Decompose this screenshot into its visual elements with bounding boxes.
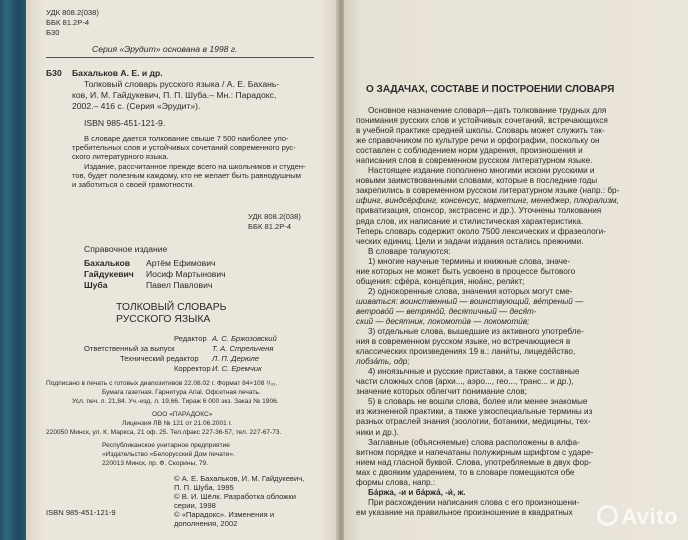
body-line: В словаре толкуются: bbox=[368, 246, 451, 256]
copyright-5: © «Парадокс». Изменения и bbox=[174, 510, 275, 519]
author-1-name: Артём Ефимович bbox=[146, 258, 216, 268]
body-line: ческих единиц. Цели и задачи издания остались прежними. bbox=[356, 236, 584, 246]
body-line: 3) отдельные слова, вышедшие из активного употребле- bbox=[368, 327, 584, 337]
annotation-2: требительных слов и устойчивых сочетаний современного рус- bbox=[72, 143, 296, 152]
copyright-6: дополнения, 2002 bbox=[174, 519, 238, 528]
body-line: ния в современном русском языке, но встречающиеся в bbox=[356, 337, 571, 347]
book-title-2: РУССКОГО ЯЗЫКА bbox=[116, 314, 211, 325]
staff-name-1: А. С. Бржозовский bbox=[212, 334, 277, 343]
section-heading: О ЗАДАЧАХ, СОСТАВЕ И ПОСТРОЕНИИ СЛОВАРЯ bbox=[366, 84, 615, 95]
body-line: части сложных слов (архи..., аэро..., гео..., транс... и др.), bbox=[356, 377, 574, 387]
body-line: же справочником по культуре речи и орфографии, поскольку он bbox=[356, 136, 600, 146]
book-title-1: ТОЛКОВЫЙ СЛОВАРЬ bbox=[116, 302, 227, 313]
body-line: 5) в словарь не вошли слова, более или менее знакомые bbox=[368, 397, 588, 407]
body-line: лобза́ть, одр; bbox=[356, 357, 410, 367]
annotation-4: Издание, рассчитанное прежде всего на школьников и студен- bbox=[84, 162, 306, 171]
watermark-text: Avito bbox=[621, 504, 678, 529]
printer-2: «Издательство «Белорусский Дом печати». bbox=[102, 451, 235, 458]
author-3-surname: Шуба bbox=[84, 280, 108, 290]
body-line: Настоящее издание пополнено многими искони русскими и bbox=[368, 166, 595, 176]
bbk-2: ББК 81.2Р-4 bbox=[248, 222, 292, 231]
bbk: ББК 81.2Р-4 bbox=[46, 18, 90, 27]
body-line: нием над гласной буквой. Слова, употребляемые в двух фор- bbox=[356, 457, 592, 467]
body-line: новыми заимствованными словами, которые в последние годы bbox=[356, 176, 598, 186]
left-page bbox=[26, 0, 338, 540]
biblio-line-1: Толковый словарь русского языка / А. Е. Бахань- bbox=[84, 79, 280, 89]
body-line: написания слов в современном русском литературном языке. bbox=[356, 156, 593, 166]
divider bbox=[46, 57, 314, 58]
staff-role-2: Ответственный за выпуск bbox=[84, 344, 175, 353]
print-info-1: Подписано в печать с готовых диапозитивов 22.08.02 г. Формат 84×108 ¹/₃₂. bbox=[46, 380, 278, 387]
author-1-surname: Бахальков bbox=[84, 258, 130, 268]
body-line: общения: сфе́ра, конце́пция, нюа́нс, рели́кт; bbox=[356, 276, 525, 286]
body-line: 2) однокоренные слова, значения которых могут сме- bbox=[368, 286, 573, 296]
printer-1: Республиканское унитарное предприятие bbox=[102, 442, 230, 449]
body-line: Ба́ржа, -и и ба́ржа́, -и́, ж. bbox=[368, 487, 466, 497]
udk-2: УДК 808.2(038) bbox=[248, 212, 301, 221]
body-line: 1) многие научные термины и книжные слова, значе- bbox=[368, 256, 571, 266]
b30: Б30 bbox=[46, 68, 62, 78]
b30-small: Б30 bbox=[46, 28, 60, 37]
body-line: формы слова, напр.: bbox=[356, 477, 436, 487]
staff-name-4: И. С. Еремчик bbox=[212, 364, 262, 373]
body-line: из жизненной практики, а также узкоспециальные термины из bbox=[356, 407, 593, 417]
print-info-3: Усл. печ. л. 21,84. Уч.-изд. л. 19,66. Тираж 6 000 экз. Заказ № 1906. bbox=[72, 398, 279, 405]
body-line: разных отраслей знания (зоологии, ботаники, медицины, тех- bbox=[356, 417, 591, 427]
author-2-name: Иосиф Мартынович bbox=[146, 269, 226, 279]
isbn-top: ISBN 985-451-121-9. bbox=[84, 118, 166, 128]
authors: Бахальков А. Е. и др. bbox=[72, 68, 163, 78]
body-line: ифинг, виндсёрфинг, консенсус, маркетинг, менеджер, плюрализм, bbox=[356, 196, 619, 206]
series-note: Серия «Эрудит» основана в 1998 г. bbox=[92, 44, 238, 54]
biblio-line-2: ков, И. М. Гайдукевич, П. П. Шуба.– Мн.: Парадокс, bbox=[72, 90, 277, 100]
avito-logo-icon bbox=[597, 505, 618, 526]
author-3-name: Павел Павлович bbox=[146, 280, 213, 290]
copyright-2: П. П. Шуба, 1995 bbox=[174, 483, 234, 492]
body-line: ние которых не может быть усвоено в процессе бытового bbox=[356, 266, 576, 276]
body-line: ряда слов, их написание и стилистическая характеристика. bbox=[356, 216, 584, 226]
body-line: 4) иноязычные и русские приставки, а также составные bbox=[368, 367, 580, 377]
copyright-4: серии, 1998 bbox=[174, 501, 216, 510]
avito-watermark bbox=[597, 504, 678, 530]
body-line: мах с двояким ударением, то в словаре помещаются обе bbox=[356, 467, 575, 477]
printer-3: 220013 Минск, пр. Ф. Скорины, 79. bbox=[102, 460, 209, 467]
body-line: Теперь словарь содержит около 7500 лексических и фразеологи- bbox=[356, 226, 606, 236]
body-line: Основное назначение словаря—дать толкование трудных для bbox=[368, 106, 607, 115]
body-line: закрепились в современном русском литературном языке (напр.: бр- bbox=[356, 186, 620, 196]
staff-role-1: Редактор bbox=[174, 334, 207, 343]
body-line: ем указание на правильное произношение в квадратных bbox=[356, 507, 573, 517]
staff-name-2: Т. А. Стрельченя bbox=[212, 344, 274, 353]
right-page bbox=[344, 0, 688, 540]
copyright-1: © А. Е. Бахальков, И. М. Гайдукевич, bbox=[174, 474, 305, 483]
body-line: классических произведениях 19 в.: лани́ты, лицеде́йство, bbox=[356, 347, 576, 357]
body-line: составлен с соблюдением норм ударения, произношения и bbox=[356, 146, 583, 156]
body-line: в учебной практике средней школы. Словарь может служить так- bbox=[356, 126, 605, 136]
author-2-surname: Гайдукевич bbox=[84, 269, 134, 279]
publisher-2: Лицензия ЛВ № 121 от 21.06.2001 г. bbox=[122, 420, 233, 427]
body-line: ники и др.). bbox=[356, 427, 399, 437]
publisher-3: 220050 Минск, ул. К. Маркса, 21 оф. 25. Тел./факс 227-36-57, тел. 227-67-73. bbox=[46, 429, 282, 436]
spravochnoe: Справочное издание bbox=[84, 244, 168, 254]
annotation-6: и заботиться о своей грамотности. bbox=[72, 180, 195, 189]
body-line: Заглавные (объясняемые) слова расположены в алфа- bbox=[368, 437, 580, 447]
body-line: При расхождении написания слова с его произношени- bbox=[368, 497, 580, 507]
annotation-3: ского литературного языка. bbox=[72, 152, 169, 161]
body-line: витном порядке и напечатаны полужирным шрифтом с ударе- bbox=[356, 447, 594, 457]
annotation-1: В словаре дается толкование свыше 7 500 наиболее упо- bbox=[84, 134, 289, 143]
print-info-2: Бумага газетная. Гарнитура Arial. Офсетная печать. bbox=[102, 389, 261, 396]
body-line: ский — десятник, локомоти́в — локомоти́в; bbox=[356, 316, 530, 326]
body-line: ветрово́й — ветряно́й, десятичный — деся́т- bbox=[356, 306, 537, 316]
staff-role-3: Технический редактор bbox=[120, 354, 199, 363]
biblio-line-3: 2002.– 416 с. (Серия «Эрудит»). bbox=[72, 101, 201, 111]
body-line: приватизация, спонсор, экстрасенс и др.). Уточнены толкования bbox=[356, 206, 602, 216]
isbn-bottom: ISBN 985-451-121-9 bbox=[46, 508, 116, 517]
body-line: шиваться: воинственный — воинствующий, ве́треный — bbox=[356, 296, 584, 306]
staff-name-3: Л. П. Дерюле bbox=[212, 354, 259, 363]
copyright-3: © В. И. Шёлк. Разработка обложки bbox=[174, 492, 296, 501]
publisher-1: ООО «ПАРАДОКС» bbox=[152, 411, 213, 418]
annotation-5: тов, будет полезным каждому, кто не желает быть равнодушным bbox=[72, 171, 301, 180]
staff-role-4: Корректор bbox=[174, 364, 211, 373]
body-line: понимания русских слов и устойчивых сочетаний, встречающихся bbox=[356, 116, 608, 126]
udk: УДК 808.2(038) bbox=[46, 8, 99, 17]
body-line: значение которых облегчит понимание слов; bbox=[356, 387, 527, 397]
body-text bbox=[356, 106, 682, 518]
